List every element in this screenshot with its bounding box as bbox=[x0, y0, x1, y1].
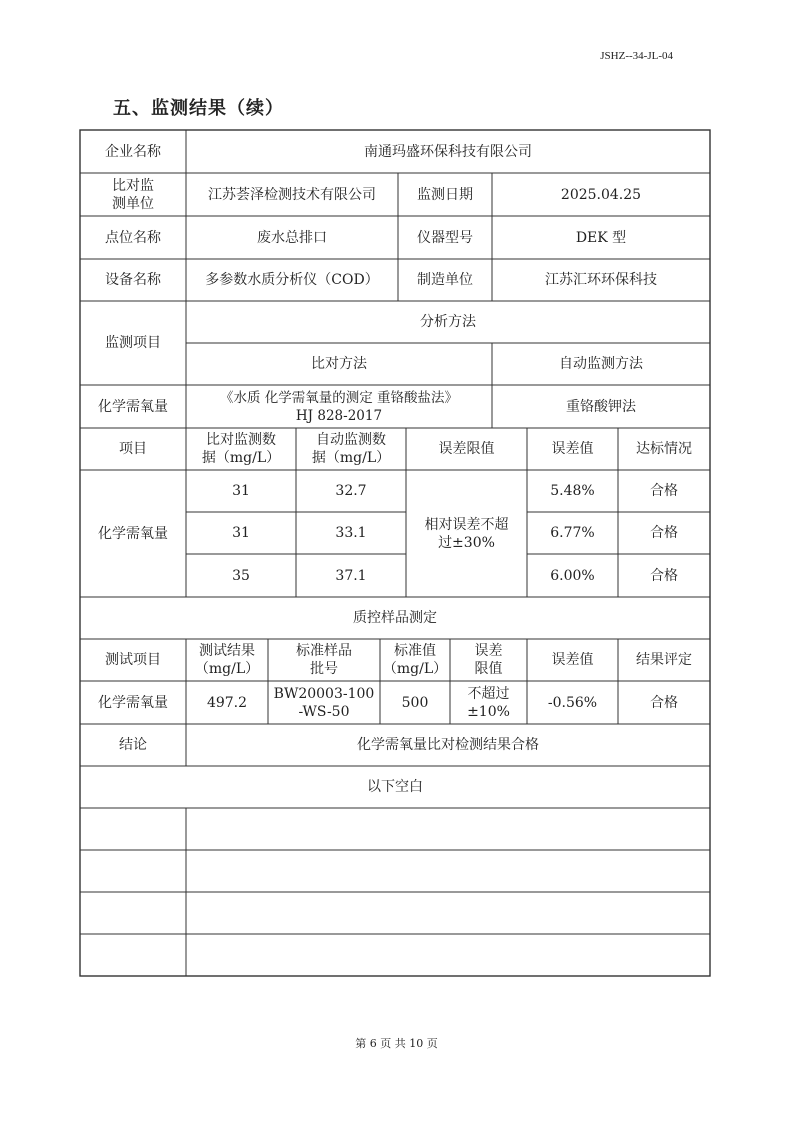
cmp-item: 化学需氧量 bbox=[98, 525, 168, 542]
cmp-header-compare-line1: 比对监测数 bbox=[206, 432, 276, 448]
qc-header-std-line2: （mg/L） bbox=[382, 661, 448, 677]
cmp-limit-line1: 相对误差不超 bbox=[424, 516, 509, 533]
monitor-date-value: 2025.04.25 bbox=[560, 186, 642, 203]
cmp-header-status: 达标情况 bbox=[636, 441, 692, 457]
cmp-row-2-error: 6.77% bbox=[550, 525, 595, 541]
cmp-row-2-auto: 33.1 bbox=[335, 525, 367, 541]
company-value: 南通玛盛环保科技有限公司 bbox=[364, 143, 532, 160]
qc-header-limit bbox=[450, 639, 527, 681]
qc-header-limit-line1: 误差 bbox=[474, 643, 503, 659]
point-label: 点位名称 bbox=[105, 229, 161, 246]
cmp-row-3-error: 6.00% bbox=[550, 567, 595, 584]
qc-row-batch bbox=[268, 681, 380, 724]
cmp-row-1-error: 5.48% bbox=[550, 483, 595, 499]
cmp-header-item: 项目 bbox=[119, 441, 147, 457]
cmp-header-auto-line2: 据（mg/L） bbox=[311, 450, 391, 466]
document-id: JSHZ--34-JL-04 bbox=[600, 50, 673, 62]
qc-header-result bbox=[186, 639, 268, 681]
section-heading: 五、监测结果（续） bbox=[113, 98, 284, 119]
compare-unit-label-line2: 测单位 bbox=[112, 195, 154, 212]
page-footer: 第 6 页 共 10 页 bbox=[355, 1037, 438, 1050]
qc-header-batch bbox=[268, 639, 380, 681]
auto-method-value: 重铬酸钾法 bbox=[566, 398, 636, 415]
qc-row-item: 化学需氧量 bbox=[98, 694, 168, 711]
cmp-header-auto-line1: 自动监测数 bbox=[316, 432, 386, 448]
instrument-model-value: DEK 型 bbox=[575, 229, 627, 246]
cmp-row-3-compare: 35 bbox=[232, 567, 250, 584]
qc-title: 质控样品测定 bbox=[353, 610, 437, 626]
cmp-header-compare bbox=[186, 428, 296, 470]
monitor-item-label: 监测项目 bbox=[105, 335, 161, 351]
cmp-row-1-status: 合格 bbox=[650, 483, 678, 499]
point-value: 废水总排口 bbox=[257, 229, 327, 246]
qc-row-limit-line1: 不超过 bbox=[467, 685, 510, 702]
qc-header-result-line2: （mg/L） bbox=[194, 661, 260, 677]
cmp-row-3-status: 合格 bbox=[650, 567, 678, 584]
compare-unit-value: 江苏荟泽检测技术有限公司 bbox=[208, 186, 376, 203]
qc-header-batch-line2: 批号 bbox=[310, 661, 338, 677]
cmp-row-1-compare: 31 bbox=[232, 483, 250, 499]
qc-row-result: 497.2 bbox=[206, 694, 248, 711]
qc-row-limit bbox=[450, 681, 527, 724]
conclusion-value: 化学需氧量比对检测结果合格 bbox=[357, 737, 539, 753]
qc-header-batch-line1: 标准样品 bbox=[296, 643, 352, 659]
cmp-header-limit: 误差限值 bbox=[438, 441, 495, 457]
compare-method-value-line2: HJ 828-2017 bbox=[295, 407, 383, 424]
qc-header-std bbox=[380, 639, 450, 681]
qc-row-batch-line1: BW20003-100 bbox=[273, 685, 375, 702]
cod-method-label: 化学需氧量 bbox=[98, 398, 168, 415]
cmp-header-error: 误差值 bbox=[551, 441, 594, 457]
cmp-limit bbox=[406, 470, 527, 597]
qc-header-std-line1: 标准值 bbox=[394, 643, 436, 659]
auto-method-label: 自动监测方法 bbox=[559, 356, 643, 372]
manufacturer-label: 制造单位 bbox=[417, 272, 473, 288]
qc-row-eval: 合格 bbox=[650, 694, 678, 711]
compare-method-value bbox=[186, 385, 492, 428]
instrument-model-label: 仪器型号 bbox=[417, 229, 473, 246]
cmp-header-auto bbox=[296, 428, 406, 470]
blank-note: 以下空白 bbox=[367, 779, 423, 795]
device-value: 多参数水质分析仪（COD） bbox=[205, 272, 379, 288]
analysis-method-label: 分析方法 bbox=[420, 314, 476, 330]
qc-header-result-line1: 测试结果 bbox=[199, 643, 255, 659]
conclusion-label: 结论 bbox=[119, 737, 147, 753]
company-label: 企业名称 bbox=[105, 143, 161, 160]
cmp-row-3-auto: 37.1 bbox=[335, 567, 367, 584]
qc-row-batch-line2: -WS-50 bbox=[298, 703, 350, 720]
qc-row-limit-line2: ±10% bbox=[467, 703, 510, 720]
compare-unit-label bbox=[80, 173, 186, 216]
qc-header-limit-line2: 限值 bbox=[474, 661, 503, 677]
qc-header-item: 测试项目 bbox=[105, 652, 161, 668]
compare-method-value-line1: 《水质 化学需氧量的测定 重铬酸盐法》 bbox=[219, 389, 459, 406]
device-label: 设备名称 bbox=[105, 272, 161, 288]
cmp-header-compare-line2: 据（mg/L） bbox=[201, 450, 281, 466]
cmp-row-1-auto: 32.7 bbox=[335, 483, 367, 499]
qc-row-error: -0.56% bbox=[547, 694, 598, 711]
qc-header-eval: 结果评定 bbox=[636, 652, 692, 668]
compare-unit-label-line1: 比对监 bbox=[112, 177, 154, 194]
cmp-limit-line2: 过±30% bbox=[438, 534, 495, 551]
cmp-row-2-compare: 31 bbox=[232, 525, 250, 541]
cmp-row-2-status: 合格 bbox=[650, 525, 678, 541]
manufacturer-value: 江苏汇环环保科技 bbox=[545, 272, 657, 288]
compare-method-label: 比对方法 bbox=[311, 356, 367, 372]
monitor-date-label: 监测日期 bbox=[417, 186, 473, 203]
qc-header-error: 误差值 bbox=[551, 652, 594, 668]
qc-row-std: 500 bbox=[401, 694, 429, 711]
